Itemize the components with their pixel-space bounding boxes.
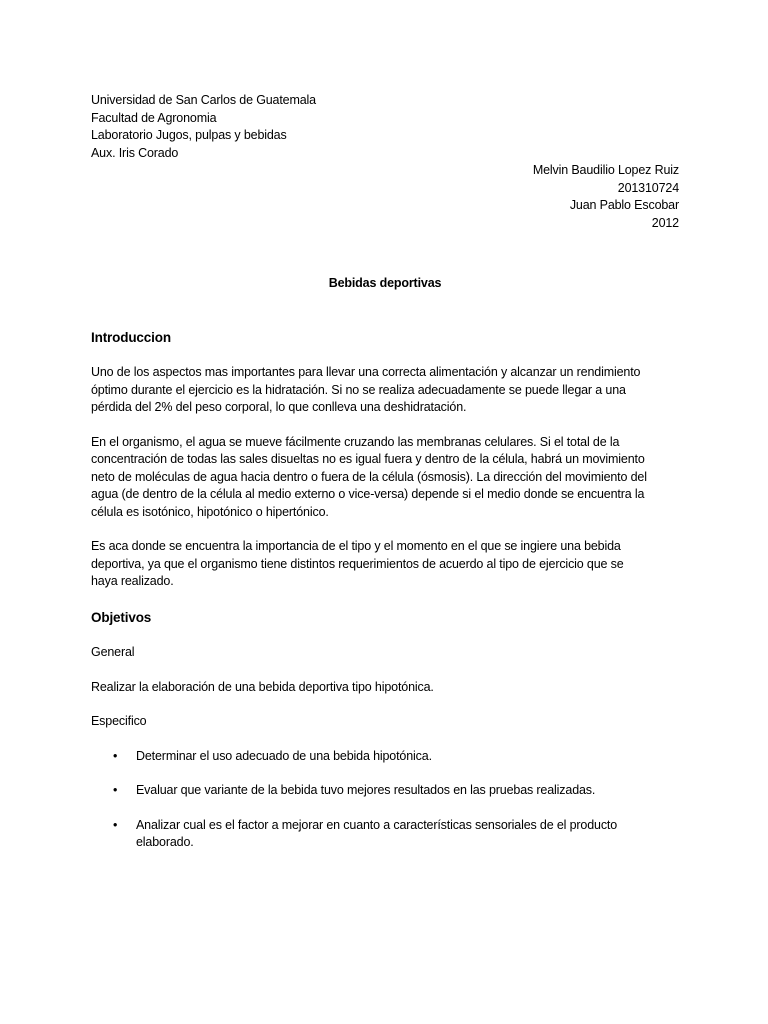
paragraph-line: óptimo durante el ejercicio es la hidratación. Si no se realiza adecuadamente se puede llegar a una (91, 382, 626, 397)
section-heading-introduccion: Introduccion (91, 329, 171, 345)
paragraph-line: haya realizado. (91, 574, 174, 588)
list-item-text: elaborado. (136, 835, 194, 849)
author-year: 2012 (651, 215, 679, 230)
paragraph-line: Es aca donde se encuentra la importancia de el tipo y el momento en el que se ingiere una bebida (91, 539, 621, 553)
student-id: 201310724 (617, 180, 679, 195)
section-heading-objetivos: Objetivos (91, 609, 152, 625)
paragraph-line: concentración de todas las sales disueltas no es igual fuera y dentro de la célula, habrá un movimiento (91, 452, 645, 466)
list-item-text: Analizar cual es el factor a mejorar en cuanto a características sensoriales de el producto (136, 817, 618, 832)
list-item (91, 782, 679, 800)
subheading-especifico: Especifico (91, 714, 147, 728)
header-line-lab: Laboratorio Jugos, pulpas y bebidas (91, 128, 287, 142)
bullet-icon: • (113, 748, 118, 763)
document-body (91, 92, 679, 869)
bullet-icon: • (113, 783, 118, 797)
paragraph-line: deportiva, ya que el organismo tiene distintos requerimientos de acuerdo al tipo de ejercicio que se (91, 556, 624, 571)
intro-paragraph-3 (91, 538, 679, 591)
paragraph-line: pérdida del 2% del peso corporal, lo que conlleva una deshidratación. (91, 400, 467, 414)
paragraph-line: agua (de dentro de la célula al medio externo o vice-versa) depende si el medio donde se encuentra la (91, 487, 645, 501)
intro-paragraph-2 (91, 434, 679, 522)
paragraph-line: En el organismo, el agua se mueve fácilmente cruzando las membranas celulares. Si el total de la (91, 434, 620, 449)
specific-objectives-list (91, 748, 679, 852)
institution-header (91, 92, 679, 162)
intro-paragraph-1 (91, 364, 679, 417)
header-line-university: Universidad de San Carlos de Guatemala (91, 93, 316, 107)
header-line-assistant: Aux. Iris Corado (91, 145, 179, 160)
author-name-1: Melvin Baudilio Lopez Ruiz (532, 163, 679, 177)
header-line-faculty: Facultad de Agronomia (91, 110, 217, 125)
document-title: Bebidas deportivas (328, 276, 442, 290)
paragraph-line: neto de moléculas de agua hacia dentro o fuera de la célula (ósmosis). La dirección del movimiento del (91, 469, 647, 484)
author-name-2: Juan Pablo Escobar (569, 198, 679, 212)
author-block (91, 162, 679, 232)
list-item (91, 817, 679, 852)
general-objective-text: Realizar la elaboración de una bebida deportiva tipo hipotónica. (91, 679, 434, 694)
paragraph-line: célula es isotónico, hipotónico o hipertónico. (91, 504, 329, 519)
list-item-text: Determinar el uso adecuado de una bebida hipotónica. (136, 748, 432, 763)
bullet-icon: • (113, 817, 118, 832)
paragraph-line: Uno de los aspectos mas importantes para llevar una correcta alimentación y alcanzar un rendimiento (91, 365, 641, 379)
list-item (91, 748, 679, 766)
list-item-text: Evaluar que variante de la bebida tuvo mejores resultados en las pruebas realizadas. (136, 783, 596, 797)
subheading-general: General (91, 645, 135, 659)
